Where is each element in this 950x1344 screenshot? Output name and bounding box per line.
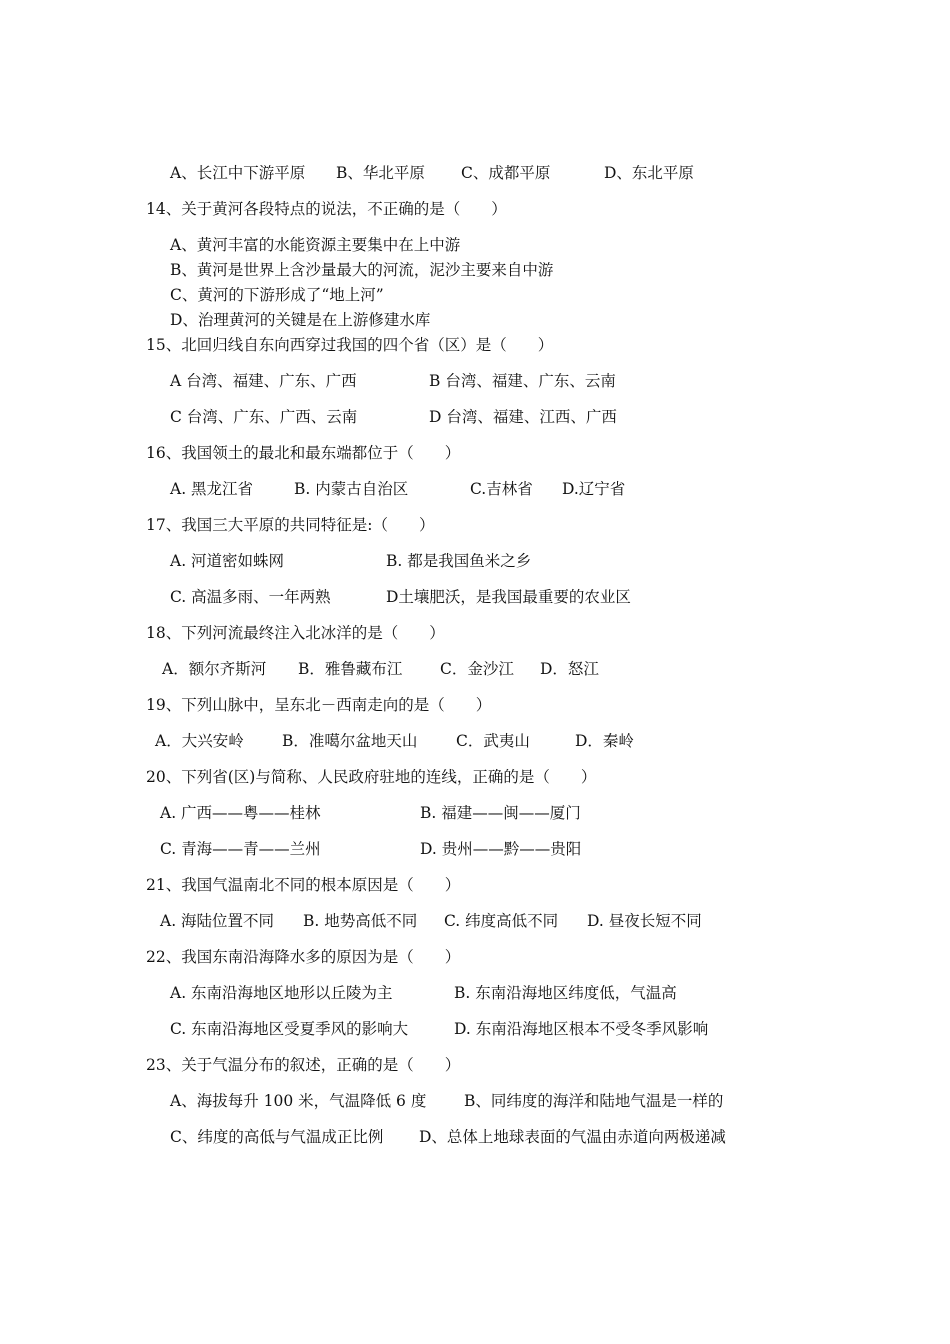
option-d: D. 贵州——黔——贵阳 xyxy=(420,840,582,858)
question-stem: 23、关于气温分布的叙述，正确的是（ ） xyxy=(146,1056,461,1074)
option-c: C. 东南沿海地区受夏季风的影响大 xyxy=(170,1020,409,1038)
option-d: D、总体上地球表面的气温由赤道向两极递减 xyxy=(419,1128,726,1146)
option-d: D土壤肥沃，是我国最重要的农业区 xyxy=(386,588,631,606)
question-stem: 20、下列省(区)与简称、人民政府驻地的连线，正确的是（ ） xyxy=(146,768,597,786)
option-c: C 台湾、广东、广西、云南 xyxy=(170,408,358,426)
option-a: A．额尔齐斯河 xyxy=(162,660,267,678)
question-stem: 21、我国气温南北不同的根本原因是（ ） xyxy=(146,876,461,894)
option-c: C、纬度的高低与气温成正比例 xyxy=(170,1128,384,1146)
option-c: C．武夷山 xyxy=(456,732,530,750)
option-d: D、东北平原 xyxy=(604,164,694,182)
question-stem: 18、下列河流最终注入北冰洋的是（ ） xyxy=(146,624,445,642)
option-b: B．准噶尔盆地天山 xyxy=(282,732,418,750)
question-stem: 17、我国三大平原的共同特征是:（ ） xyxy=(146,516,435,534)
option-a: A、长江中下游平原 xyxy=(170,164,306,182)
question-stem: 16、我国领土的最北和最东端都位于（ ） xyxy=(146,444,461,462)
option-c: C．金沙江 xyxy=(440,660,514,678)
option-b: B. 福建——闽——厦门 xyxy=(420,804,581,822)
option-a: A. 海陆位置不同 xyxy=(160,912,275,930)
question-stem: 19、下列山脉中，呈东北－西南走向的是（ ） xyxy=(146,696,492,714)
option-c: C.吉林省 xyxy=(470,480,533,498)
option-d: D．怒江 xyxy=(540,660,599,678)
option-d: D．秦岭 xyxy=(575,732,634,750)
option-d: D. 昼夜长短不同 xyxy=(587,912,702,930)
option-a: A、黄河丰富的水能资源主要集中在上中游 xyxy=(170,236,461,254)
option-d: D 台湾、福建、江西、广西 xyxy=(429,408,617,426)
option-b: B. 地势高低不同 xyxy=(303,912,418,930)
question-stem: 22、我国东南沿海降水多的原因为是（ ） xyxy=(146,948,461,966)
option-a: A. 河道密如蛛网 xyxy=(170,552,285,570)
option-d: D. 东南沿海地区根本不受冬季风影响 xyxy=(454,1020,709,1038)
option-a: A、海拔每升 100 米，气温降低 6 度 xyxy=(170,1092,427,1110)
question-stem: 14、关于黄河各段特点的说法，不正确的是（ ） xyxy=(146,200,507,218)
option-b: B 台湾、福建、广东、云南 xyxy=(429,372,616,390)
option-c: C. 高温多雨、一年两熟 xyxy=(170,588,331,606)
option-d: D、治理黄河的关键是在上游修建水库 xyxy=(170,311,431,329)
option-c: C、黄河的下游形成了“地上河” xyxy=(170,286,384,304)
option-a: A 台湾、福建、广东、广西 xyxy=(170,372,357,390)
option-c: C、成都平原 xyxy=(461,164,551,182)
option-c: C. 青海——青——兰州 xyxy=(160,840,321,858)
option-a: A．大兴安岭 xyxy=(155,732,244,750)
option-a: A. 黑龙江省 xyxy=(170,480,254,498)
option-b: B．雅鲁藏布江 xyxy=(298,660,403,678)
option-b: B、华北平原 xyxy=(336,164,425,182)
option-a: A. 广西——粤——桂林 xyxy=(160,804,321,822)
option-b: B. 东南沿海地区纬度低，气温高 xyxy=(454,984,677,1002)
option-c: C. 纬度高低不同 xyxy=(444,912,559,930)
option-b: B. 内蒙古自治区 xyxy=(294,480,409,498)
option-b: B. 都是我国鱼米之乡 xyxy=(386,552,532,570)
option-b: B、黄河是世界上含沙量最大的河流，泥沙主要来自中游 xyxy=(170,261,554,279)
question-stem: 15、北回归线自东向西穿过我国的四个省（区）是（ ） xyxy=(146,336,554,354)
option-b: B、同纬度的海洋和陆地气温是一样的 xyxy=(464,1092,724,1110)
option-d: D.辽宁省 xyxy=(562,480,626,498)
option-a: A. 东南沿海地区地形以丘陵为主 xyxy=(170,984,393,1002)
